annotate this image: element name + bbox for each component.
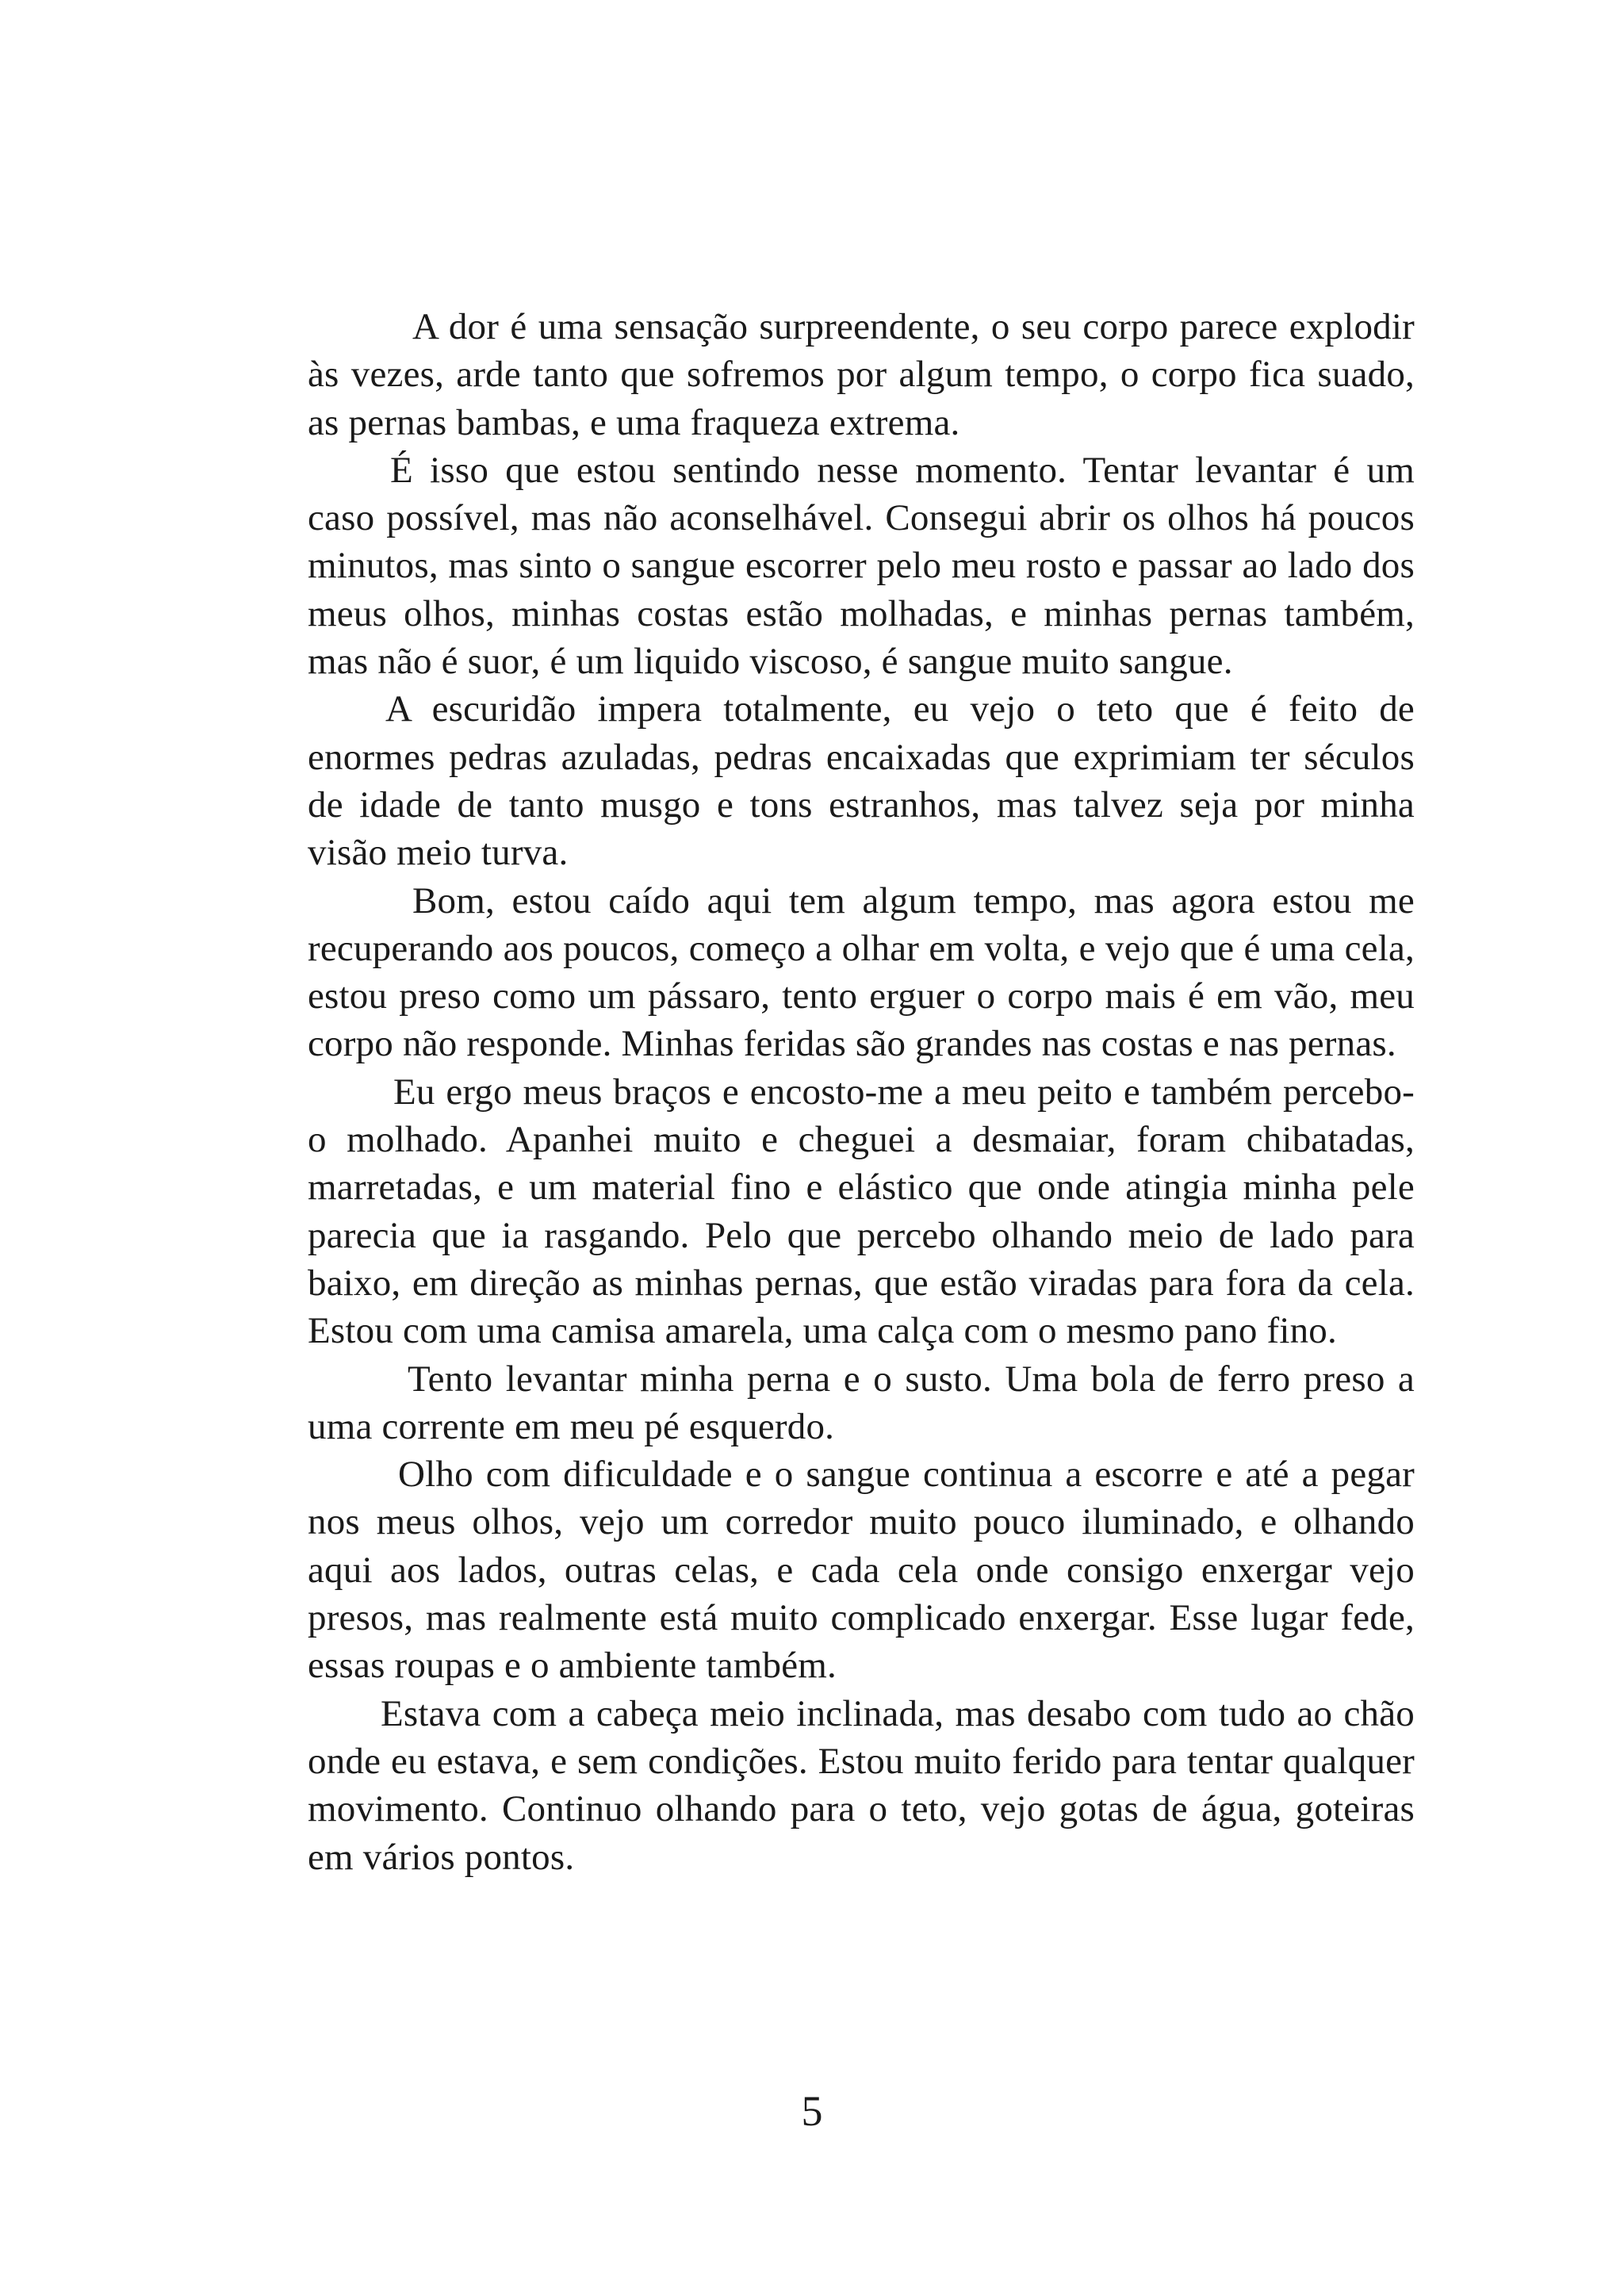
body-text (308, 303, 1415, 1881)
paragraph-2: É isso que estou sentindo nesse momento. Tentar levantar é um caso possível, mas não aconselhável. Consegui abrir os olhos há poucos minutos, mas sinto o sangue escorrer pelo meu rosto e passar ao lado dos meus olhos, minhas costas estão molhadas, e minhas pernas também, mas não é suor, é um liquido viscoso, é sangue muito sangue. (308, 449, 1415, 683)
paragraph-7: Olho com dificuldade e o sangue continua a escorre e até a pegar nos meus olhos, vejo um corredor muito pouco iluminado, e olhando aqui aos lados, outras celas, e cada cela onde consigo enxergar vejo presos, mas realmente está muito complicado enxergar. Esse lugar fede, essas roupas e o ambiente também. (308, 1454, 1415, 1687)
paragraph-8: Estava com a cabeça meio inclinada, mas desabo com tudo ao chão onde eu estava, e sem condições. Estou muito ferido para tentar qualquer movimento. Continuo olhando para o teto, vejo gotas de água, goteiras em vários pontos. (308, 1692, 1415, 1878)
paragraph-3: A escuridão impera totalmente, eu vejo o teto que é feito de enormes pedras azuladas, pedras encaixadas que exprimiam ter séculos de idade de tanto musgo e tons estranhos, mas talvez seja por minha visão meio turva. (308, 688, 1415, 874)
page-number: 5 (801, 2087, 823, 2135)
paragraph-5: Eu ergo meus braços e encosto-me a meu peito e também percebo-o molhado. Apanhei muito e cheguei a desmaiar, foram chibatadas, marretadas, e um material fino e elástico que onde atingia minha pele parecia que ia rasgando. Pelo que percebo olhando meio de lado para baixo, em direção as minhas pernas, que estão viradas para fora da cela. Estou com uma camisa amarela, uma calça com o mesmo pano fino. (308, 1071, 1415, 1352)
paragraph-6: Tento levantar minha perna e o susto. Uma bola de ferro preso a uma corrente em meu pé esquerdo. (308, 1358, 1415, 1447)
paragraph-1: A dor é uma sensação surpreendente, o seu corpo parece explodir às vezes, arde tanto que sofremos por algum tempo, o corpo fica suado, as pernas bambas, e uma fraqueza extrema. (308, 306, 1415, 443)
paragraph-4: Bom, estou caído aqui tem algum tempo, mas agora estou me recuperando aos poucos, começo a olhar em volta, e vejo que é uma cela, estou preso como um pássaro, tento erguer o corpo mais é em vão, meu corpo não responde. Minhas feridas são grandes nas costas e nas pernas. (308, 879, 1415, 1065)
